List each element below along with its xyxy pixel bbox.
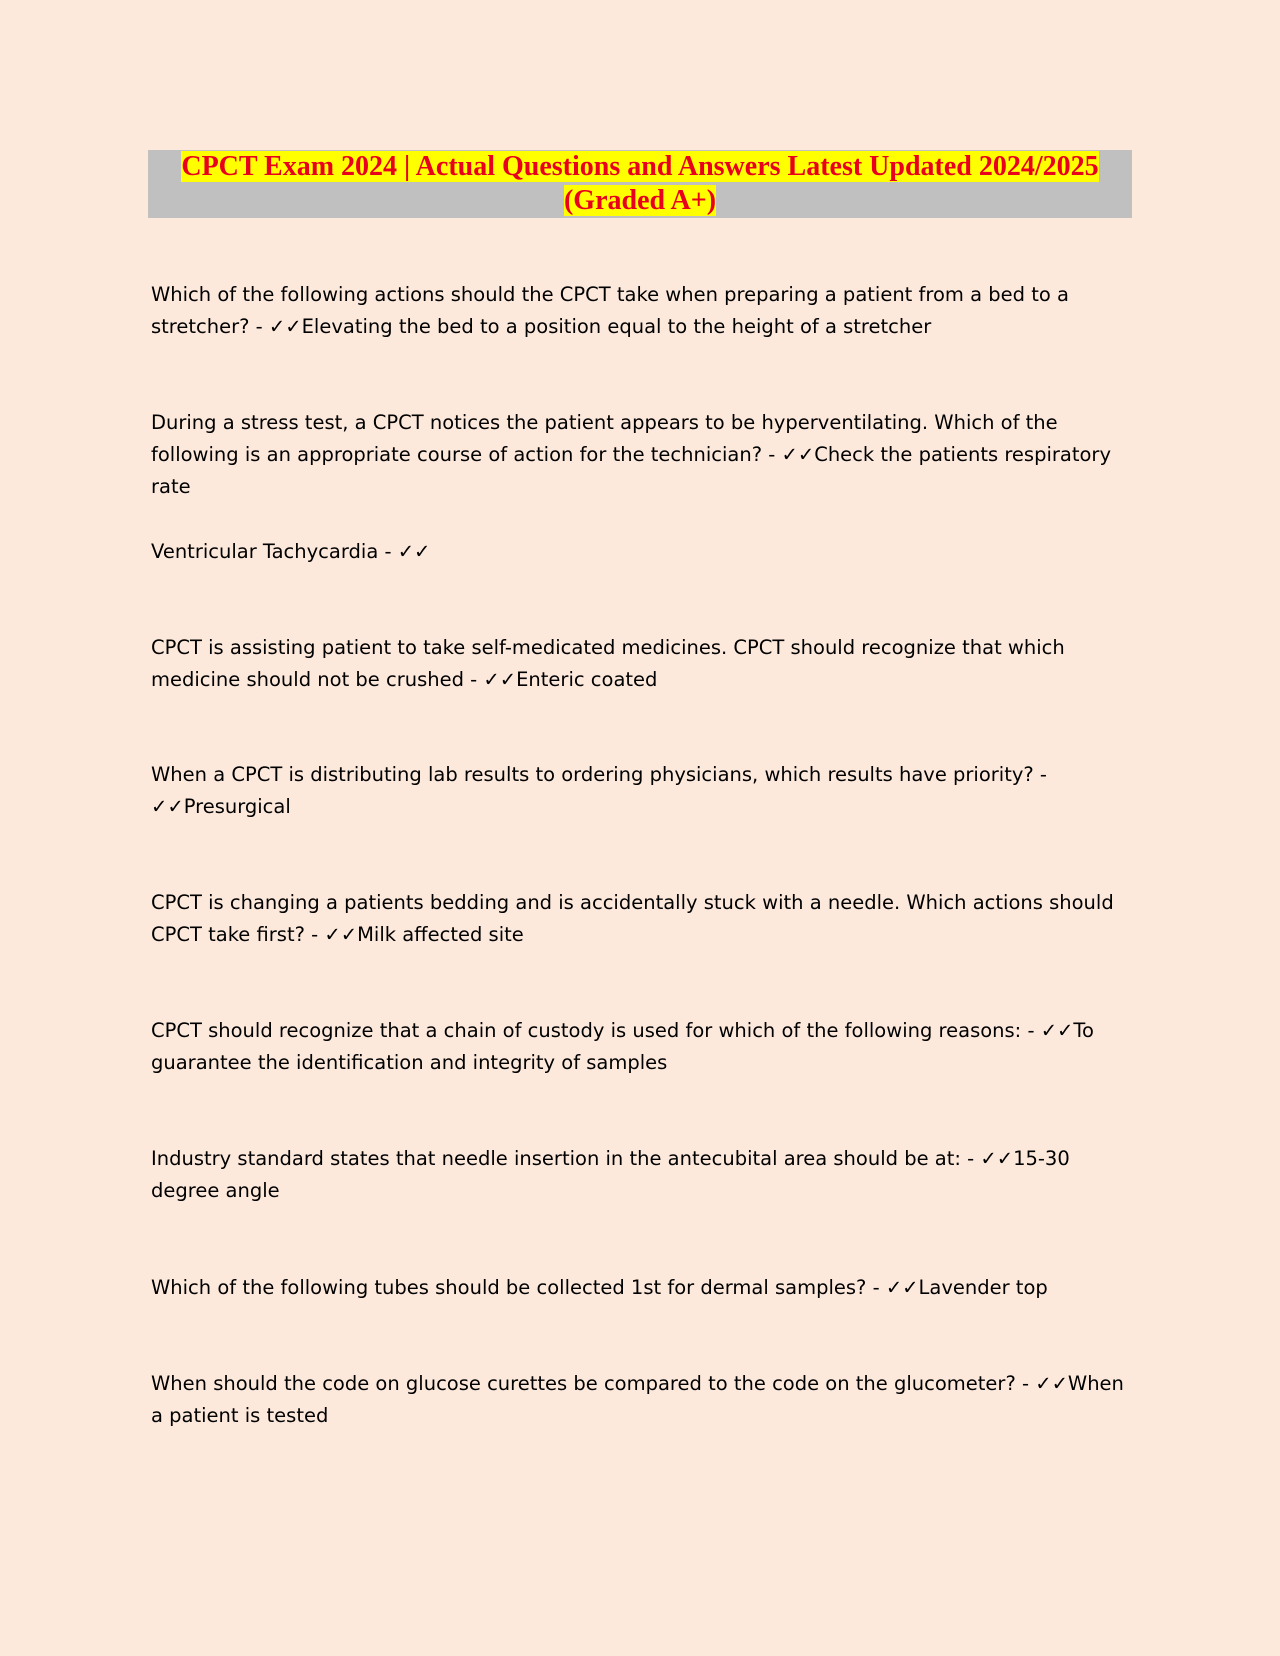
qa-item-2 (151, 407, 1126, 503)
question-text: Industry standard states that needle insertion in the antecubital area should be at: - (151, 1147, 981, 1170)
qa-item-7 (151, 1015, 1126, 1079)
double-check-icon: ✓✓ (980, 1147, 1014, 1170)
question-text: CPCT is changing a patients bedding and is accidentally stuck with a needle. Which actions should CPCT take first? - (151, 891, 1114, 946)
double-check-icon: ✓✓ (483, 668, 517, 691)
question-text: Which of the following tubes should be collected 1st for dermal samples? - (151, 1276, 886, 1299)
qa-item-1 (151, 279, 1126, 343)
answer-text: When a patient is tested (151, 1372, 1124, 1427)
answer-text: Elevating the bed to a position equal to the height of a stretcher (301, 315, 932, 338)
question-text: Ventricular Tachycardia - (151, 540, 398, 563)
double-check-icon: ✓✓ (397, 540, 431, 563)
qa-item-5 (151, 759, 1126, 823)
qa-item-4 (151, 632, 1126, 696)
title-line-1: CPCT Exam 2024 | Actual Questions and Answers Latest Updated 2024/2025 (181, 151, 1099, 182)
double-check-icon: ✓✓ (781, 443, 815, 466)
answer-text: 15-30 degree angle (151, 1147, 1070, 1202)
document-title (148, 150, 1132, 218)
question-text: Which of the following actions should the CPCT take when preparing a patient from a bed to a stretcher? - (151, 283, 1069, 338)
qa-item-8 (151, 1143, 1126, 1207)
question-text: CPCT is assisting patient to take self-medicated medicines. CPCT should recognize that which medicine should not be crushed - (151, 636, 1065, 691)
answer-text: Milk affected site (357, 923, 524, 946)
qa-item-3 (151, 536, 1126, 568)
double-check-icon: ✓✓ (885, 1276, 919, 1299)
double-check-icon: ✓✓ (268, 315, 302, 338)
answer-text: Lavender top (918, 1276, 1048, 1299)
question-text: When a CPCT is distributing lab results to ordering physicians, which results have priority? - (151, 763, 1047, 786)
answer-text: To guarantee the identification and integrity of samples (151, 1019, 1094, 1074)
answer-text: Presurgical (183, 795, 291, 818)
question-text: CPCT should recognize that a chain of custody is used for which of the following reasons: - (151, 1019, 1041, 1042)
double-check-icon: ✓✓ (324, 923, 358, 946)
double-check-icon: ✓✓ (1035, 1372, 1068, 1395)
answer-text: Check the patients respiratory rate (151, 443, 1111, 498)
qa-item-10 (151, 1368, 1126, 1432)
answer-text: Enteric coated (516, 668, 658, 691)
double-check-icon: ✓✓ (151, 795, 184, 818)
qa-item-9 (151, 1272, 1126, 1304)
question-text: When should the code on glucose curettes be compared to the code on the glucometer? - (151, 1372, 1036, 1395)
question-text: During a stress test, a CPCT notices the patient appears to be hyperventilating. Which of the following is an appropriate course of action for the technician? - (151, 411, 1058, 466)
double-check-icon: ✓✓ (1040, 1019, 1074, 1042)
qa-item-6 (151, 887, 1126, 951)
title-line-2: (Graded A+) (563, 185, 717, 216)
